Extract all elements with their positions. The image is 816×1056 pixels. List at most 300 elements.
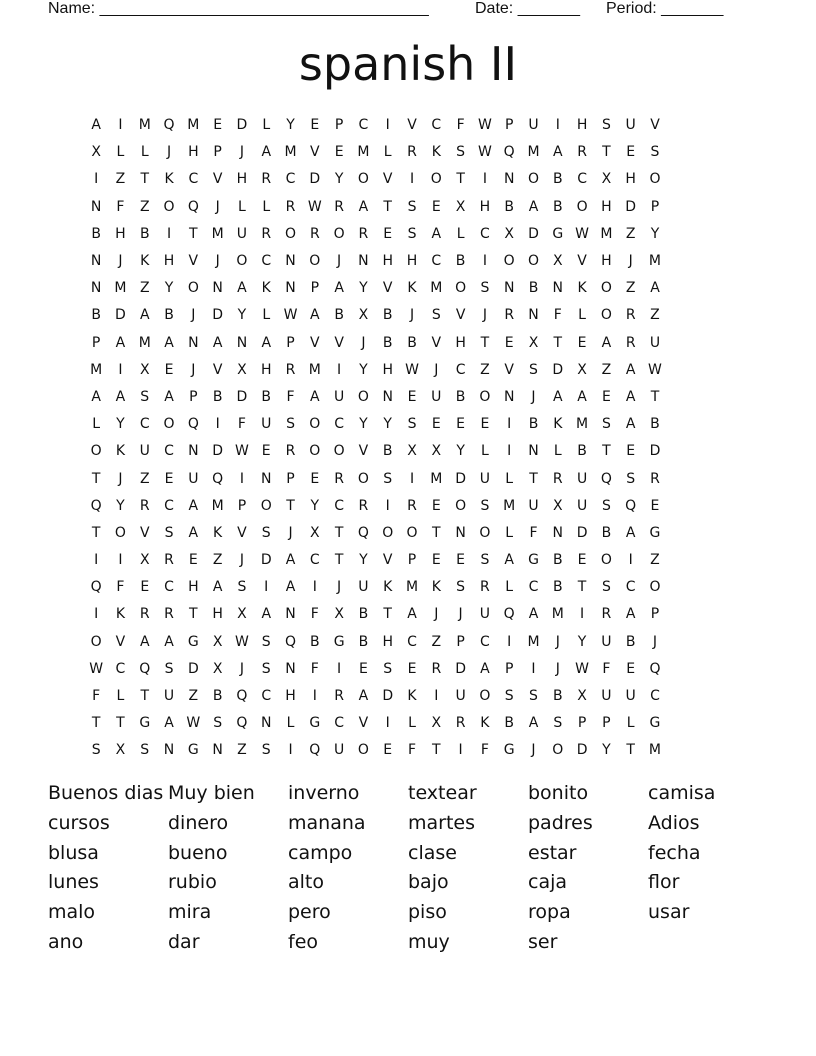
grid-letter: A (553, 388, 563, 405)
grid-letter: C (334, 497, 344, 514)
grid-letter: U (528, 117, 539, 134)
grid-letter: B (212, 688, 223, 705)
grid-letter: I (482, 253, 487, 270)
grid-letter: H (382, 253, 393, 270)
grid-letter: U (601, 633, 612, 650)
grid-letter: B (358, 633, 369, 650)
grid-letter: O (333, 225, 345, 242)
grid-letter: Z (650, 307, 660, 324)
grid-letter: K (431, 579, 441, 596)
grid-letter: D (236, 388, 248, 405)
grid-letter: W (575, 660, 589, 677)
grid-letter: V (310, 334, 320, 351)
grid-letter: E (650, 497, 660, 514)
grid-letter: R (261, 225, 272, 242)
grid-letter: Z (625, 280, 636, 297)
grid-letter: J (191, 307, 196, 324)
grid-letter: T (383, 606, 392, 623)
grid-letter: E (431, 416, 441, 433)
grid-letter: Q (139, 660, 151, 677)
grid-letter: J (434, 361, 439, 378)
grid-letter: W (186, 715, 201, 732)
grid-letter: Q (309, 742, 321, 759)
grid-letter: A (625, 388, 636, 405)
grid-letter: S (407, 225, 417, 242)
grid-letter: W (648, 361, 662, 378)
grid-letter: J (215, 198, 220, 215)
grid-letter: I (118, 552, 123, 569)
grid-letter: V (139, 524, 150, 541)
grid-letter: Y (286, 117, 295, 134)
grid-letter: J (652, 633, 658, 650)
grid-letter: N (382, 388, 393, 405)
grid-letter: G (187, 633, 199, 650)
grid-letter: F (480, 742, 489, 759)
grid-letter: W (575, 225, 589, 242)
grid-letter: I (507, 416, 512, 433)
grid-letter: A (115, 334, 126, 351)
grid-letter: T (602, 144, 611, 161)
grid-letter: S (601, 117, 611, 134)
grid-letter: E (383, 225, 393, 242)
grid-letter: C (480, 225, 490, 242)
grid-letter: P (650, 198, 660, 215)
grid-letter: C (431, 117, 442, 134)
word-list-item: rubio (168, 871, 217, 894)
grid-letter: Y (650, 225, 660, 242)
grid-letter: L (262, 117, 271, 134)
grid-letter: E (577, 552, 587, 569)
grid-letter: B (358, 606, 369, 623)
grid-letter: M (187, 117, 200, 134)
grid-letter: Q (285, 633, 297, 650)
grid-letter: O (333, 443, 345, 460)
grid-letter: J (361, 334, 366, 351)
grid-letter: I (337, 660, 342, 677)
grid-letter: X (91, 144, 101, 161)
grid-letter: O (357, 470, 369, 487)
grid-letter: A (625, 361, 636, 378)
grid-letter: U (576, 497, 588, 514)
grid-letter: I (385, 715, 390, 732)
grid-letter: O (187, 280, 199, 297)
grid-letter: M (527, 144, 540, 161)
grid-letter: B (504, 198, 514, 215)
grid-letter: R (625, 334, 636, 351)
grid-letter: Q (600, 470, 612, 487)
grid-letter: S (407, 416, 417, 433)
grid-letter: N (212, 280, 223, 297)
grid-letter: S (601, 416, 611, 433)
grid-letter: R (455, 715, 466, 732)
grid-letter: A (285, 579, 296, 596)
grid-letter: V (188, 253, 199, 270)
grid-letter: G (333, 633, 345, 650)
grid-letter: T (334, 552, 344, 569)
word-list-item: martes (408, 811, 476, 834)
grid-letter: S (407, 198, 417, 215)
grid-letter: A (358, 688, 369, 705)
word-list-item: malo (48, 901, 96, 924)
word-list-item: estar (528, 841, 577, 864)
grid-letter: M (138, 117, 151, 134)
grid-letter: I (312, 688, 317, 705)
grid-letter: C (261, 253, 272, 270)
grid-row (84, 547, 740, 574)
grid-letter: L (238, 198, 246, 215)
grid-letter: S (164, 524, 174, 541)
grid-letter: X (601, 171, 612, 188)
grid-letter: P (602, 715, 611, 732)
grid-letter: O (382, 524, 394, 541)
grid-letter: A (431, 225, 442, 242)
grid-letter: S (261, 633, 271, 650)
grid-letter: I (409, 171, 415, 188)
grid-letter: J (239, 144, 244, 161)
grid-letter: I (507, 633, 512, 650)
word-list-item: manana (288, 811, 366, 834)
grid-letter: S (261, 660, 271, 677)
grid-letter: Q (503, 606, 515, 623)
page-title: spanish II (298, 37, 518, 91)
grid-letter: I (94, 171, 99, 188)
grid-letter: Y (164, 280, 174, 297)
grid-letter: J (239, 660, 244, 677)
grid-letter: I (628, 552, 633, 569)
grid-letter: C (625, 579, 636, 596)
grid-letter: F (116, 198, 125, 215)
grid-letter: B (382, 307, 393, 324)
grid-letter: O (600, 307, 612, 324)
grid-letter: E (431, 552, 441, 569)
grid-letter: T (140, 171, 150, 188)
grid-letter: O (90, 633, 102, 650)
grid-letter: D (576, 742, 588, 759)
grid-letter: T (140, 688, 150, 705)
grid-letter: O (90, 443, 102, 460)
grid-letter: T (91, 524, 101, 541)
grid-letter: P (91, 334, 101, 351)
grid-row (84, 384, 740, 411)
grid-letter: N (455, 524, 466, 541)
grid-letter: D (212, 307, 224, 324)
grid-letter: N (528, 307, 539, 324)
grid-letter: Z (115, 171, 126, 188)
grid-letter: P (407, 552, 417, 569)
grid-letter: J (458, 606, 463, 623)
word-list-item: dar (168, 930, 200, 953)
grid-letter: R (358, 225, 369, 242)
grid-letter: N (503, 388, 515, 405)
grid-letter: C (407, 633, 417, 650)
grid-letter: O (406, 524, 418, 541)
grid-letter: V (407, 117, 417, 134)
grid-letter: X (139, 361, 150, 378)
grid-row (84, 737, 740, 764)
word-list-item: inverno (288, 782, 360, 804)
grid-letter: B (91, 225, 101, 242)
grid-letter: C (115, 660, 126, 677)
grid-letter: A (528, 715, 539, 732)
grid-letter: O (479, 388, 491, 405)
grid-letter: X (212, 633, 223, 650)
grid-letter: Q (187, 198, 199, 215)
grid-letter: A (650, 280, 660, 297)
grid-letter: A (261, 606, 272, 623)
grid-letter: H (625, 171, 636, 188)
grid-letter: P (456, 633, 465, 650)
grid-letter: D (625, 198, 637, 215)
grid-letter: L (553, 443, 562, 460)
grid-letter: O (503, 253, 515, 270)
grid-letter: S (91, 742, 101, 759)
grid-letter: O (309, 416, 321, 433)
grid-letter: Z (188, 688, 199, 705)
grid-letter: J (166, 144, 172, 161)
grid-letter: W (235, 633, 249, 650)
grid-letter: F (529, 524, 538, 541)
grid-letter: D (455, 470, 466, 487)
grid-letter: N (503, 171, 515, 188)
grid-letter: S (553, 715, 563, 732)
grid-letter: R (285, 361, 296, 378)
grid-letter: T (432, 524, 441, 541)
grid-letter: V (577, 253, 587, 270)
grid-letter: S (383, 470, 393, 487)
grid-letter: L (480, 443, 489, 460)
grid-letter: Y (334, 171, 344, 188)
grid-letter: I (434, 688, 439, 705)
grid-letter: B (650, 416, 660, 433)
grid-letter: C (309, 552, 320, 569)
grid-letter: N (212, 742, 223, 759)
grid-letter: A (261, 334, 272, 351)
grid-letter: Y (577, 633, 587, 650)
grid-letter: G (649, 524, 661, 541)
grid-letter: H (601, 198, 612, 215)
grid-letter: M (357, 144, 370, 161)
grid-letter: U (479, 470, 491, 487)
grid-letter: O (260, 497, 272, 514)
word-list-item: bonito (528, 782, 589, 804)
grid-letter: M (284, 144, 297, 161)
grid-letter: T (91, 715, 101, 732)
grid-letter: O (455, 280, 467, 297)
grid-letter: N (358, 253, 369, 270)
grid-letter: R (139, 497, 150, 514)
grid-letter: A (528, 198, 539, 215)
grid-letter: J (239, 552, 244, 569)
grid-letter: S (650, 144, 660, 161)
grid-letter: R (358, 497, 369, 514)
grid-letter: H (212, 606, 223, 623)
grid-letter: F (407, 742, 417, 759)
grid-letter: N (285, 660, 296, 677)
grid-letter: V (310, 144, 320, 161)
grid-letter: L (408, 715, 416, 732)
grid-letter: R (164, 552, 174, 569)
grid-letter: I (531, 660, 536, 677)
grid-letter: O (479, 524, 491, 541)
grid-letter: A (212, 334, 223, 351)
grid-letter: U (576, 470, 588, 487)
grid-letter: N (188, 334, 199, 351)
grid-letter: M (405, 579, 419, 596)
grid-letter: I (94, 606, 99, 623)
word-list-item: campo (288, 841, 353, 864)
grid-letter: I (385, 117, 390, 134)
grid-letter: H (576, 117, 588, 134)
grid-letter: K (140, 253, 150, 270)
grid-letter: C (164, 579, 174, 596)
grid-letter: J (555, 660, 560, 677)
grid-letter: L (578, 307, 586, 324)
grid-letter: O (455, 497, 467, 514)
grid-letter: S (456, 579, 466, 596)
grid-letter: I (507, 443, 512, 460)
word-list-item: mira (168, 901, 212, 924)
grid-letter: B (504, 715, 514, 732)
grid-letter: M (600, 225, 613, 242)
grid-letter: L (456, 225, 465, 242)
grid-letter: M (527, 633, 540, 650)
grid-letter: H (163, 253, 175, 270)
grid-letter: T (456, 171, 465, 188)
grid-letter: A (261, 144, 272, 161)
grid-letter: E (431, 497, 441, 514)
grid-letter: C (480, 633, 490, 650)
grid-letter: L (92, 416, 101, 433)
grid-letter: B (261, 388, 272, 405)
grid-letter: A (577, 388, 587, 405)
grid-letter: Y (116, 497, 125, 514)
grid-letter: U (625, 117, 636, 134)
grid-row (84, 493, 740, 520)
grid-letter: I (264, 579, 269, 596)
grid-letter: M (430, 280, 443, 297)
grid-letter: P (286, 334, 295, 351)
grid-letter: S (480, 552, 490, 569)
grid-letter: R (480, 579, 490, 596)
grid-letter: L (262, 307, 271, 324)
grid-letter: H (382, 633, 393, 650)
grid-letter: H (115, 225, 126, 242)
grid-letter: N (528, 443, 539, 460)
grid-letter: A (164, 388, 174, 405)
grid-letter: Q (90, 579, 102, 596)
grid-letter: H (236, 171, 248, 188)
grid-letter: J (337, 579, 342, 596)
grid-row (84, 139, 740, 166)
grid-letter: I (94, 552, 99, 569)
grid-letter: R (309, 225, 320, 242)
grid-letter: N (503, 280, 515, 297)
grid-letter: O (309, 443, 321, 460)
grid-letter: A (310, 388, 320, 405)
grid-letter: M (211, 497, 224, 514)
grid-letter: O (114, 524, 126, 541)
worksheet-header (48, 0, 748, 20)
grid-letter: K (213, 524, 223, 541)
grid-letter: D (260, 552, 272, 569)
grid-letter: W (477, 117, 492, 134)
grid-letter: C (334, 416, 344, 433)
grid-letter: S (456, 144, 466, 161)
grid-letter: I (166, 225, 172, 242)
grid-letter: A (212, 579, 223, 596)
grid-letter: A (285, 552, 296, 569)
grid-letter: U (333, 742, 345, 759)
grid-letter: A (237, 280, 247, 297)
grid-row (84, 248, 740, 275)
grid-letter: O (357, 388, 369, 405)
grid-letter: Z (237, 742, 247, 759)
grid-row (84, 656, 740, 683)
grid-letter: F (286, 388, 295, 405)
grid-row (84, 710, 740, 737)
grid-letter: K (115, 606, 126, 623)
grid-letter: P (577, 715, 587, 732)
grid-letter: X (577, 688, 587, 705)
grid-letter: H (455, 334, 466, 351)
grid-letter: K (407, 280, 417, 297)
grid-letter: S (261, 742, 271, 759)
grid-letter: C (285, 171, 296, 188)
grid-letter: V (650, 117, 660, 134)
grid-letter: B (601, 524, 612, 541)
grid-letter: J (531, 388, 536, 405)
grid-letter: R (334, 198, 344, 215)
grid-letter: L (116, 688, 125, 705)
grid-letter: J (337, 253, 342, 270)
grid-letter: X (358, 307, 369, 324)
word-list-item: Buenos dias (48, 782, 164, 804)
grid-letter: E (358, 660, 368, 677)
grid-letter: C (577, 171, 587, 188)
grid-letter: P (334, 117, 344, 134)
grid-letter: T (116, 715, 125, 732)
word-list-item: fecha (648, 841, 701, 864)
grid-letter: X (577, 361, 587, 378)
grid-letter: Y (116, 416, 125, 433)
grid-letter: L (505, 579, 514, 596)
grid-letter: Q (187, 416, 199, 433)
grid-letter: N (285, 606, 296, 623)
grid-letter: Y (602, 742, 611, 759)
grid-letter: V (382, 280, 393, 297)
grid-letter: N (260, 470, 272, 487)
grid-letter: A (358, 198, 369, 215)
grid-letter: U (163, 688, 175, 705)
grid-letter: R (552, 470, 563, 487)
grid-letter: J (531, 742, 536, 759)
grid-letter: G (552, 225, 564, 242)
grid-letter: A (310, 307, 320, 324)
grid-letter: J (555, 633, 560, 650)
grid-letter: X (334, 606, 344, 623)
grid-letter: U (333, 388, 345, 405)
grid-letter: P (504, 660, 514, 677)
grid-letter: X (237, 361, 247, 378)
grid-letter: E (626, 660, 636, 677)
grid-letter: C (139, 416, 150, 433)
grid-letter: O (552, 742, 564, 759)
grid-letter: H (406, 253, 418, 270)
word-list-item: blusa (48, 841, 99, 864)
date-field: Date: _______ (475, 0, 580, 17)
grid-letter: D (552, 361, 564, 378)
grid-letter: H (382, 361, 393, 378)
